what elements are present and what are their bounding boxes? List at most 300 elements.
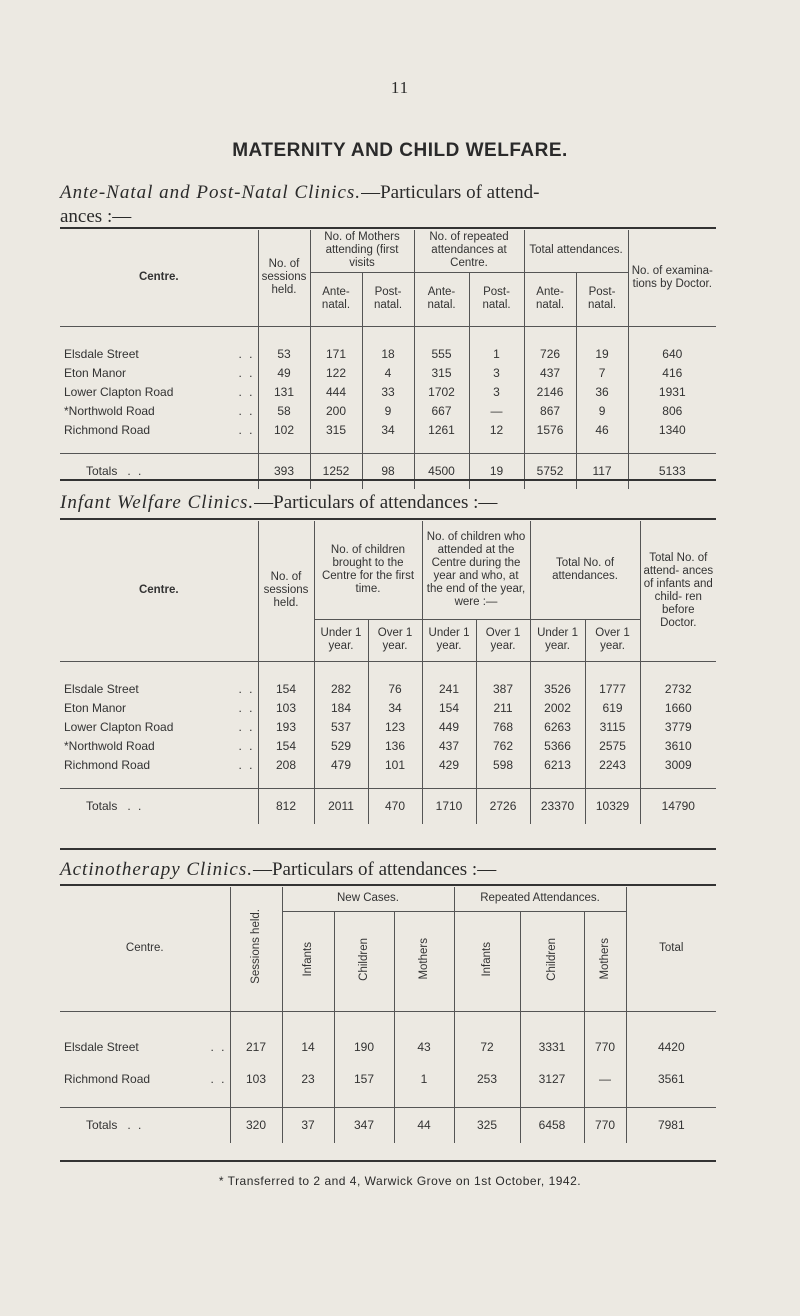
totals-cell: 2726 <box>476 788 530 824</box>
antenatal-sub-ante: Ante- natal. <box>414 272 469 326</box>
table-cell: 9 <box>362 401 414 420</box>
table-cell: 315 <box>310 420 362 439</box>
table-cell: 123 <box>368 717 422 736</box>
infant-spacer-cell <box>476 661 530 679</box>
infant-bottom-rule <box>60 848 716 850</box>
infant-spacer-cell <box>258 661 314 679</box>
actino-sub-children-text: Children <box>357 937 370 981</box>
table-cell: 770 <box>584 1031 626 1063</box>
antenatal-spacer-cell <box>362 326 414 344</box>
table-cell: 33 <box>362 382 414 401</box>
table-cell: 806 <box>628 401 716 420</box>
table-cell: 49 <box>258 363 310 382</box>
table-cell: 3009 <box>640 755 716 774</box>
table-cell: 101 <box>368 755 422 774</box>
actino-sub-mothers <box>584 911 626 1011</box>
actino-padding-cell <box>394 1095 454 1107</box>
table-cell: 1777 <box>585 679 640 698</box>
table-cell: 3526 <box>530 679 585 698</box>
centre-label: Richmond Road <box>64 1072 151 1086</box>
totals-cell: 14790 <box>640 788 716 824</box>
infant-spacer-cell <box>60 661 258 679</box>
antenatal-heading-rest: —Particulars of attend- <box>361 182 540 203</box>
totals-label-text: Totals <box>86 464 118 479</box>
actino-padding-cell <box>626 1095 716 1107</box>
leader-dots: . . <box>238 403 255 418</box>
actino-sub-infants <box>282 911 334 1011</box>
totals-label <box>60 1107 230 1143</box>
actino-spacer-cell <box>282 1011 334 1031</box>
antenatal-padding-cell <box>469 439 524 453</box>
table-cell: 200 <box>310 401 362 420</box>
table-cell: 2732 <box>640 679 716 698</box>
centre-name <box>60 736 258 755</box>
infant-padding-cell <box>258 774 314 788</box>
actino-spacer-cell <box>394 1011 454 1031</box>
table-cell: 416 <box>628 363 716 382</box>
table-cell: 4420 <box>626 1031 716 1063</box>
totals-cell: 23370 <box>530 788 585 824</box>
actino-sub-mothers-text: Mothers <box>598 938 611 980</box>
antenatal-sub-post: Post- natal. <box>469 272 524 326</box>
table-cell: 4 <box>362 363 414 382</box>
centre-name <box>60 755 258 774</box>
actino-heading-italic: Actinotherapy Clinics. <box>60 859 253 880</box>
totals-cell: 812 <box>258 788 314 824</box>
table-cell: 555 <box>414 344 469 363</box>
table-row <box>60 420 716 439</box>
table-cell: 1340 <box>628 420 716 439</box>
table-cell: 23 <box>282 1063 334 1095</box>
actino-sub-mothers <box>394 911 454 1011</box>
infant-spacer-row <box>60 661 716 679</box>
table-cell: 154 <box>258 679 314 698</box>
table-cell: 667 <box>414 401 469 420</box>
actino-padding-cell <box>282 1095 334 1107</box>
table-row <box>60 736 716 755</box>
table-cell: 1 <box>469 344 524 363</box>
leader-dots: . . <box>127 1118 144 1133</box>
table-cell: 762 <box>476 736 530 755</box>
table-cell: 537 <box>314 717 368 736</box>
infant-padding-cell <box>476 774 530 788</box>
leader-dots: . . <box>238 681 255 696</box>
table-cell: 437 <box>422 736 476 755</box>
table-cell: 479 <box>314 755 368 774</box>
infant-col-sessions: No. of sessions held. <box>258 521 314 661</box>
antenatal-sub-ante: Ante- natal. <box>310 272 362 326</box>
table-cell: 3 <box>469 382 524 401</box>
centre-label: *Northwold Road <box>64 403 155 418</box>
infant-col-before-doctor: Total No. of attend- ances of infants and child- ren before Doctor. <box>640 521 716 661</box>
page-title: MATERNITY AND CHILD WELFARE. <box>232 140 568 161</box>
totals-cell: 98 <box>362 453 414 489</box>
table-row <box>60 363 716 382</box>
table-row <box>60 1063 716 1095</box>
table-cell: 171 <box>310 344 362 363</box>
infant-heading <box>60 491 740 515</box>
antenatal-padding-cell <box>628 439 716 453</box>
page-number: 11 <box>390 78 410 97</box>
antenatal-rows <box>60 326 716 489</box>
table-cell: 444 <box>310 382 362 401</box>
infant-table <box>60 521 716 824</box>
actino-sub-mothers-text: Mothers <box>417 938 430 980</box>
leader-dots: . . <box>238 757 255 772</box>
actino-rows <box>60 1011 716 1143</box>
actino-col-new-cases: New Cases. <box>282 887 454 911</box>
actino-spacer-cell <box>626 1011 716 1031</box>
totals-cell: 770 <box>584 1107 626 1143</box>
centre-label: Elsdale Street <box>64 346 139 361</box>
antenatal-table <box>60 230 716 489</box>
actino-table <box>60 887 716 1143</box>
table-cell: 46 <box>576 420 628 439</box>
table-cell: 136 <box>368 736 422 755</box>
table-cell: 3779 <box>640 717 716 736</box>
infant-padding-cell <box>530 774 585 788</box>
infant-spacer-cell <box>585 661 640 679</box>
table-cell: 429 <box>422 755 476 774</box>
table-cell: 76 <box>368 679 422 698</box>
centre-label: Elsdale Street <box>64 681 139 696</box>
leader-dots: . . <box>238 384 255 399</box>
table-cell: 640 <box>628 344 716 363</box>
leader-dots: . . <box>210 1072 227 1086</box>
totals-cell: 347 <box>334 1107 394 1143</box>
totals-label <box>60 788 258 824</box>
infant-padding-row <box>60 774 716 788</box>
infant-spacer-cell <box>640 661 716 679</box>
infant-padding-cell <box>60 774 258 788</box>
leader-dots: . . <box>210 1040 227 1054</box>
antenatal-spacer-cell <box>258 326 310 344</box>
antenatal-spacer-cell <box>469 326 524 344</box>
infant-spacer-cell <box>422 661 476 679</box>
actino-sub-children <box>520 911 584 1011</box>
antenatal-padding-cell <box>362 439 414 453</box>
infant-top-rule <box>60 518 716 520</box>
table-cell: 12 <box>469 420 524 439</box>
totals-label <box>60 453 258 489</box>
table-cell: 184 <box>314 698 368 717</box>
table-cell: 1931 <box>628 382 716 401</box>
table-cell: 103 <box>258 698 314 717</box>
table-cell: 867 <box>524 401 576 420</box>
antenatal-heading <box>60 181 740 229</box>
antenatal-bottom-rule <box>60 479 716 481</box>
actino-spacer-cell <box>520 1011 584 1031</box>
table-cell: 3115 <box>585 717 640 736</box>
actino-sub-infants-text: Infants <box>480 941 493 977</box>
table-cell: 58 <box>258 401 310 420</box>
antenatal-padding-row <box>60 439 716 453</box>
leader-dots: . . <box>238 700 255 715</box>
antenatal-heading-italic: Ante-Natal and Post-Natal Clinics. <box>60 182 362 203</box>
centre-label: Eton Manor <box>64 700 127 715</box>
table-cell: 3331 <box>520 1031 584 1063</box>
totals-cell: 1710 <box>422 788 476 824</box>
actino-sub-children <box>334 911 394 1011</box>
antenatal-sub-ante: Ante- natal. <box>524 272 576 326</box>
antenatal-padding-cell <box>524 439 576 453</box>
table-cell: 437 <box>524 363 576 382</box>
table-cell: 3 <box>469 363 524 382</box>
antenatal-spacer-cell <box>576 326 628 344</box>
actino-col-repeated: Repeated Attendances. <box>454 887 626 911</box>
antenatal-col-total: Total attendances. <box>524 230 628 272</box>
table-cell: 34 <box>362 420 414 439</box>
table-cell: 131 <box>258 382 310 401</box>
infant-sub-under: Under 1 year. <box>422 619 476 661</box>
actino-col-sessions <box>230 887 282 1011</box>
antenatal-spacer-cell <box>524 326 576 344</box>
table-cell: 1261 <box>414 420 469 439</box>
actino-sub-children-text: Children <box>545 937 558 981</box>
table-cell: 53 <box>258 344 310 363</box>
centre-name <box>60 698 258 717</box>
centre-name <box>60 1031 230 1063</box>
infant-col-attended: No. of children who attended at the Centre during the year and who, at the end of the year, were :— <box>422 521 530 619</box>
infant-heading-rest: —Particulars of attendances :— <box>254 492 498 513</box>
table-cell: 449 <box>422 717 476 736</box>
antenatal-padding-cell <box>310 439 362 453</box>
infant-padding-cell <box>585 774 640 788</box>
table-cell: 6263 <box>530 717 585 736</box>
table-cell: 14 <box>282 1031 334 1063</box>
table-cell: 3610 <box>640 736 716 755</box>
totals-cell: 5752 <box>524 453 576 489</box>
actino-padding-cell <box>454 1095 520 1107</box>
table-cell: 2575 <box>585 736 640 755</box>
infant-padding-cell <box>368 774 422 788</box>
table-cell: 72 <box>454 1031 520 1063</box>
antenatal-col-exams: No. of examina- tions by Doctor. <box>628 230 716 326</box>
antenatal-padding-cell <box>576 439 628 453</box>
table-cell: 768 <box>476 717 530 736</box>
table-row <box>60 344 716 363</box>
table-cell: 282 <box>314 679 368 698</box>
antenatal-padding-cell <box>414 439 469 453</box>
actino-padding-row <box>60 1095 716 1107</box>
infant-sub-under: Under 1 year. <box>530 619 585 661</box>
infant-sub-over: Over 1 year. <box>368 619 422 661</box>
actino-heading-rest: —Particulars of attendances :— <box>252 859 497 880</box>
totals-cell: 117 <box>576 453 628 489</box>
centre-label: *Northwold Road <box>64 738 155 753</box>
table-cell: 208 <box>258 755 314 774</box>
infant-sub-under: Under 1 year. <box>314 619 368 661</box>
table-cell: 103 <box>230 1063 282 1095</box>
antenatal-spacer-cell <box>628 326 716 344</box>
leader-dots: . . <box>238 365 255 380</box>
table-cell: 3561 <box>626 1063 716 1095</box>
table-cell: 619 <box>585 698 640 717</box>
actino-padding-cell <box>334 1095 394 1107</box>
actino-spacer-cell <box>454 1011 520 1031</box>
antenatal-padding-cell <box>60 439 258 453</box>
table-cell: 102 <box>258 420 310 439</box>
table-cell: 18 <box>362 344 414 363</box>
infant-padding-cell <box>422 774 476 788</box>
infant-col-total: Total No. of attendances. <box>530 521 640 619</box>
table-cell: 1576 <box>524 420 576 439</box>
centre-label: Richmond Road <box>64 757 151 772</box>
centre-name <box>60 717 258 736</box>
actino-top-rule <box>60 884 716 886</box>
actino-sub-infants-text: Infants <box>301 941 314 977</box>
leader-dots: . . <box>238 738 255 753</box>
actino-col-sessions-text: Sessions held. <box>249 909 262 985</box>
table-row <box>60 679 716 698</box>
table-cell: 34 <box>368 698 422 717</box>
table-cell: 1702 <box>414 382 469 401</box>
antenatal-heading-cont: ances :— <box>60 206 132 227</box>
totals-cell: 393 <box>258 453 310 489</box>
antenatal-spacer-cell <box>60 326 258 344</box>
table-row <box>60 401 716 420</box>
antenatal-sub-post: Post- natal. <box>362 272 414 326</box>
antenatal-sub-post: Post- natal. <box>576 272 628 326</box>
table-cell: 6213 <box>530 755 585 774</box>
table-cell: 598 <box>476 755 530 774</box>
infant-padding-cell <box>314 774 368 788</box>
totals-cell: 37 <box>282 1107 334 1143</box>
table-cell: 241 <box>422 679 476 698</box>
totals-cell: 10329 <box>585 788 640 824</box>
totals-cell: 19 <box>469 453 524 489</box>
centre-label: Elsdale Street <box>64 1040 139 1054</box>
totals-cell: 44 <box>394 1107 454 1143</box>
table-cell: 217 <box>230 1031 282 1063</box>
actino-padding-cell <box>584 1095 626 1107</box>
table-cell: 2002 <box>530 698 585 717</box>
actino-spacer-cell <box>230 1011 282 1031</box>
leader-dots: . . <box>238 346 255 361</box>
antenatal-spacer-cell <box>414 326 469 344</box>
centre-name <box>60 382 258 401</box>
table-cell: 2243 <box>585 755 640 774</box>
table-cell: 154 <box>422 698 476 717</box>
table-row <box>60 755 716 774</box>
leader-dots: . . <box>238 719 255 734</box>
centre-name <box>60 344 258 363</box>
totals-row <box>60 1107 716 1143</box>
infant-sub-over: Over 1 year. <box>585 619 640 661</box>
table-cell: 19 <box>576 344 628 363</box>
table-cell: 1660 <box>640 698 716 717</box>
table-cell: 529 <box>314 736 368 755</box>
infant-spacer-cell <box>314 661 368 679</box>
table-cell: 3127 <box>520 1063 584 1095</box>
table-cell: 726 <box>524 344 576 363</box>
table-cell: 5366 <box>530 736 585 755</box>
actino-spacer-cell <box>584 1011 626 1031</box>
totals-cell: 320 <box>230 1107 282 1143</box>
centre-name <box>60 420 258 439</box>
table-cell: 193 <box>258 717 314 736</box>
actino-spacer-cell <box>60 1011 230 1031</box>
antenatal-spacer-cell <box>310 326 362 344</box>
antenatal-col-repeated: No. of repeated attendances at Centre. <box>414 230 524 272</box>
antenatal-top-rule <box>60 227 716 229</box>
centre-label: Lower Clapton Road <box>64 719 174 734</box>
centre-name <box>60 679 258 698</box>
table-cell: 9 <box>576 401 628 420</box>
table-cell: 1 <box>394 1063 454 1095</box>
leader-dots: . . <box>238 422 255 437</box>
actino-padding-cell <box>230 1095 282 1107</box>
actino-sub-infants <box>454 911 520 1011</box>
totals-label-text: Totals <box>86 1118 118 1133</box>
centre-label: Lower Clapton Road <box>64 384 174 399</box>
actino-padding-cell <box>520 1095 584 1107</box>
totals-label-text: Totals <box>86 799 118 814</box>
footnote: * Transferred to 2 and 4, Warwick Grove on 1st October, 1942. <box>218 1174 582 1188</box>
actino-col-centre: Centre. <box>125 942 164 955</box>
table-cell: 122 <box>310 363 362 382</box>
antenatal-col-centre: Centre. <box>138 271 179 284</box>
table-cell: 7 <box>576 363 628 382</box>
infant-sub-over: Over 1 year. <box>476 619 530 661</box>
table-cell: 154 <box>258 736 314 755</box>
totals-cell: 2011 <box>314 788 368 824</box>
table-cell: 2146 <box>524 382 576 401</box>
infant-padding-cell <box>640 774 716 788</box>
totals-cell: 1252 <box>310 453 362 489</box>
totals-row <box>60 788 716 824</box>
infant-rows <box>60 661 716 824</box>
table-row <box>60 717 716 736</box>
infant-spacer-cell <box>368 661 422 679</box>
infant-col-centre: Centre. <box>138 584 179 597</box>
totals-row <box>60 453 716 489</box>
table-cell: 157 <box>334 1063 394 1095</box>
centre-name <box>60 401 258 420</box>
actino-bottom-rule <box>60 1160 716 1162</box>
table-cell: 253 <box>454 1063 520 1095</box>
totals-cell: 4500 <box>414 453 469 489</box>
table-row <box>60 382 716 401</box>
infant-col-brought: No. of children brought to the Centre for the first time. <box>314 521 422 619</box>
centre-label: Richmond Road <box>64 422 151 437</box>
table-row <box>60 698 716 717</box>
table-cell: 43 <box>394 1031 454 1063</box>
actino-spacer-cell <box>334 1011 394 1031</box>
actino-spacer-row <box>60 1011 716 1031</box>
infant-heading-italic: Infant Welfare Clinics. <box>60 492 255 513</box>
table-cell: 315 <box>414 363 469 382</box>
totals-cell: 6458 <box>520 1107 584 1143</box>
table-row <box>60 1031 716 1063</box>
table-cell: — <box>469 401 524 420</box>
actino-padding-cell <box>60 1095 230 1107</box>
infant-spacer-cell <box>530 661 585 679</box>
table-cell: — <box>584 1063 626 1095</box>
table-cell: 211 <box>476 698 530 717</box>
table-cell: 36 <box>576 382 628 401</box>
centre-name <box>60 363 258 382</box>
antenatal-padding-cell <box>258 439 310 453</box>
totals-cell: 325 <box>454 1107 520 1143</box>
actino-heading <box>60 858 740 882</box>
table-cell: 190 <box>334 1031 394 1063</box>
antenatal-col-sessions: No. of sessions held. <box>258 230 310 326</box>
totals-cell: 7981 <box>626 1107 716 1143</box>
actino-col-total: Total <box>626 887 716 1011</box>
antenatal-col-mothers: No. of Mothers attending (first visits <box>310 230 414 272</box>
totals-cell: 5133 <box>628 453 716 489</box>
